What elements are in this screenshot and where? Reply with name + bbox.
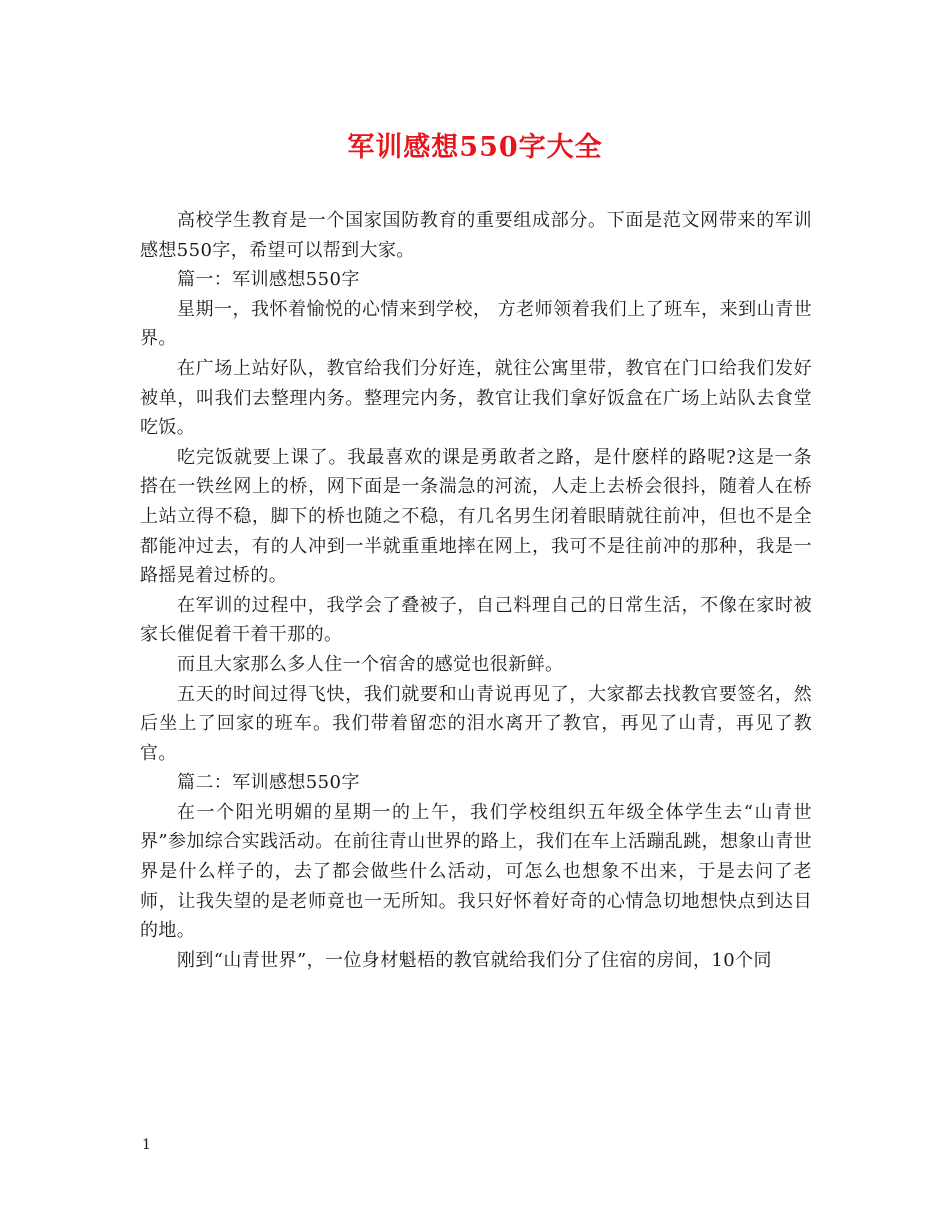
body-paragraph: 在广场上站好队，教官给我们分好连，就往公寓里带，教官在门口给我们发好被单，叫我们去整理内务。整理完内务，教官让我们拿好饭盒在广场上站队去食堂吃饭。	[140, 357, 812, 439]
body-paragraph: 吃完饭就要上课了。我最喜欢的课是勇敢者之路，是什麽样的路呢?这是一条搭在一铁丝网上的桥，网下面是一条湍急的河流，人走上去桥会很抖，随着人在桥上站立得不稳，脚下的桥也随之不稳，有几名男生闭着眼睛就往前冲，但也不是全都能冲过去，有的人冲到一半就重重地摔在网上，我可不是往前冲的那种，我是一路摇晃着过桥的。	[140, 446, 812, 587]
body-paragraph: 五天的时间过得飞快，我们就要和山青说再见了，大家都去找教官要签名，然后坐上了回家的班车。我们带着留恋的泪水离开了教官，再见了山青，再见了教官。	[140, 683, 812, 764]
section-heading-2: 篇二：军训感想550字	[177, 772, 360, 794]
body-paragraph: 而且大家那么多人住一个宿舍的感觉也很新鲜。	[177, 653, 564, 675]
page-number: 1	[142, 1137, 151, 1153]
body-paragraph: 在军训的过程中，我学会了叠被子，自己料理自己的日常生活，不像在家时被家长催促着干着干那的。	[140, 594, 812, 646]
body-paragraph: 星期一，我怀着愉悦的心情来到学校， 方老师领着我们上了班车，来到山青世界。	[140, 298, 812, 350]
body-paragraph: 刚到“山青世界”，一位身材魁梧的教官就给我们分了住宿的房间，10个同	[177, 949, 772, 971]
body-paragraph: 在一个阳光明媚的星期一的上午，我们学校组织五年级全体学生去“山青世界”参加综合实践活动。在前往青山世界的路上，我们在车上活蹦乱跳，想象山青世界是什么样子的，去了都会做些什么活动，可怎么也想象不出来，于是去问了老师，让我失望的是老师竟也一无所知。我只好怀着好奇的心情急切地想快点到达目的地。	[140, 801, 812, 942]
document-title: 军训感想550字大全	[347, 132, 603, 163]
intro-paragraph: 高校学生教育是一个国家国防教育的重要组成部分。下面是范文网带来的军训感想550字，希望可以帮到大家。	[140, 210, 812, 261]
section-heading-1: 篇一：军训感想550字	[177, 269, 360, 291]
document-body	[140, 206, 812, 975]
